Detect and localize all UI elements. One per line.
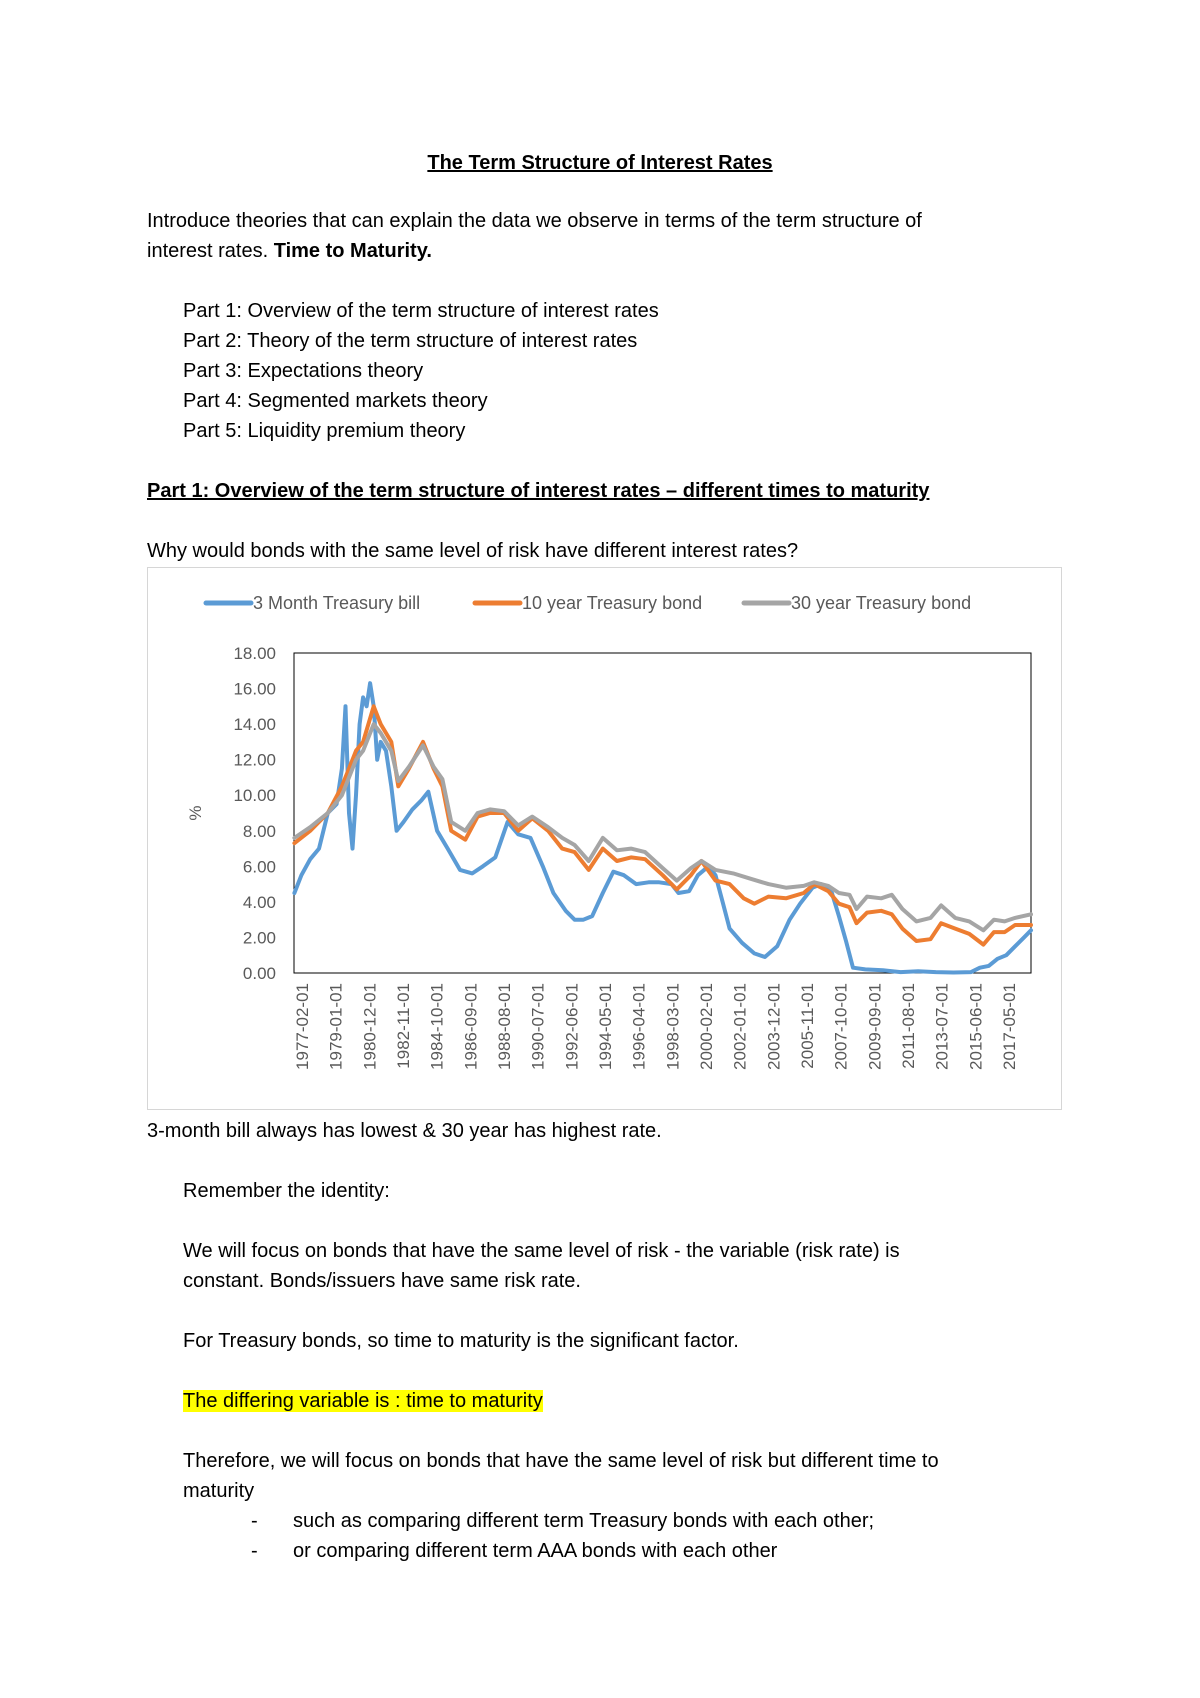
legend-label: 3 Month Treasury bill (253, 593, 421, 613)
part-item: Part 3: Expectations theory (183, 360, 424, 382)
y-tick-label: 16.00 (233, 679, 276, 699)
therefore-paragraph-line-2: maturity (183, 1480, 255, 1502)
x-tick-label: 1988-08-01 (495, 983, 514, 1070)
question-text: Why would bonds with the same level of risk have different interest rates? (147, 540, 799, 562)
x-tick-label: 2009-09-01 (865, 983, 885, 1070)
remember-text: Remember the identity: (183, 1180, 390, 1202)
series-line-2 (294, 706, 1031, 944)
page-title: The Term Structure of Interest Rates (427, 152, 773, 174)
y-tick-label: 4.00 (242, 892, 276, 912)
x-tick-label: 2007-10-01 (831, 983, 851, 1070)
part-item: Part 5: Liquidity premium theory (183, 420, 466, 442)
x-tick-label: 2002-01-01 (730, 983, 750, 1070)
y-tick-label: 10.00 (233, 786, 276, 806)
focus-paragraph-line-2: constant. Bonds/issuers have same risk rate. (183, 1270, 581, 1292)
legend-label: 30 year Treasury bond (791, 593, 972, 613)
focus-paragraph-line-1: We will focus on bonds that have the same level of risk - the variable (risk rate) is (183, 1240, 900, 1262)
legend-label: 10 year Treasury bond (522, 593, 703, 613)
intro-paragraph-line-1: Introduce theories that can explain the data we observe in terms of the term structure of (147, 210, 922, 232)
x-tick-label: 1994-05-01 (596, 983, 615, 1070)
intro-paragraph-line-2 (147, 238, 432, 264)
x-tick-label: 2005-11-01 (798, 983, 817, 1069)
y-tick-label: 12.00 (233, 750, 276, 770)
y-tick-label: 0.00 (242, 964, 276, 983)
chart-svg (148, 568, 1061, 1109)
part-item: Part 2: Theory of the term structure of interest rates (183, 330, 638, 352)
series-line-3 (294, 724, 1031, 930)
x-tick-label: 2017-05-01 (1000, 983, 1019, 1070)
part-item: Part 1: Overview of the term structure of interest rates (183, 300, 659, 322)
series-line-1 (294, 683, 1031, 972)
y-tick-label: 2.00 (242, 928, 276, 948)
intro-emphasis: Time to Maturity. (273, 240, 432, 262)
x-tick-label: 1977-02-01 (293, 983, 312, 1070)
y-tick-label: 18.00 (233, 644, 276, 663)
y-tick-label: 6.00 (242, 857, 276, 877)
y-tick-label: 8.00 (242, 821, 276, 841)
x-tick-label: 1982-11-01 (394, 983, 413, 1069)
x-tick-label: 2003-12-01 (764, 983, 784, 1070)
x-tick-label: 2011-08-01 (899, 983, 918, 1069)
x-tick-label: 1998-03-01 (663, 983, 683, 1070)
bullet-item: or comparing different term AAA bonds with each other (293, 1540, 778, 1562)
x-tick-label: 2013-07-01 (932, 983, 952, 1070)
intro-text: interest rates. (147, 240, 274, 262)
interest-rate-chart (147, 567, 1062, 1110)
x-tick-label: 1992-06-01 (562, 983, 582, 1070)
chart-caption: 3-month bill always has lowest & 30 year has highest rate. (147, 1120, 662, 1142)
section-heading: Part 1: Overview of the term structure of interest rates – different times to maturity (147, 480, 930, 502)
x-tick-label: 2000-02-01 (697, 983, 716, 1070)
treasury-text: For Treasury bonds, so time to maturity is the significant factor. (183, 1330, 739, 1352)
highlighted-phrase: The differing variable is : time to maturity (183, 1390, 543, 1412)
bullet-dash: - (251, 1540, 258, 1562)
x-tick-label: 1996-04-01 (629, 983, 649, 1070)
plot-area-frame (294, 653, 1031, 973)
bullet-item: such as comparing different term Treasury bonds with each other; (293, 1510, 875, 1532)
x-tick-label: 1984-10-01 (427, 983, 447, 1070)
x-tick-label: 1979-01-01 (326, 983, 346, 1070)
x-tick-label: 1990-07-01 (528, 983, 548, 1070)
y-axis-label: % (186, 805, 205, 821)
x-tick-label: 1986-09-01 (461, 983, 481, 1070)
highlight-text (183, 1388, 543, 1414)
y-tick-label: 14.00 (233, 715, 276, 735)
part-item: Part 4: Segmented markets theory (183, 390, 488, 412)
therefore-paragraph-line-1: Therefore, we will focus on bonds that have the same level of risk but different time to (183, 1450, 939, 1472)
x-tick-label: 1980-12-01 (360, 983, 380, 1070)
bullet-dash: - (251, 1510, 258, 1532)
x-tick-label: 2015-06-01 (966, 983, 986, 1070)
